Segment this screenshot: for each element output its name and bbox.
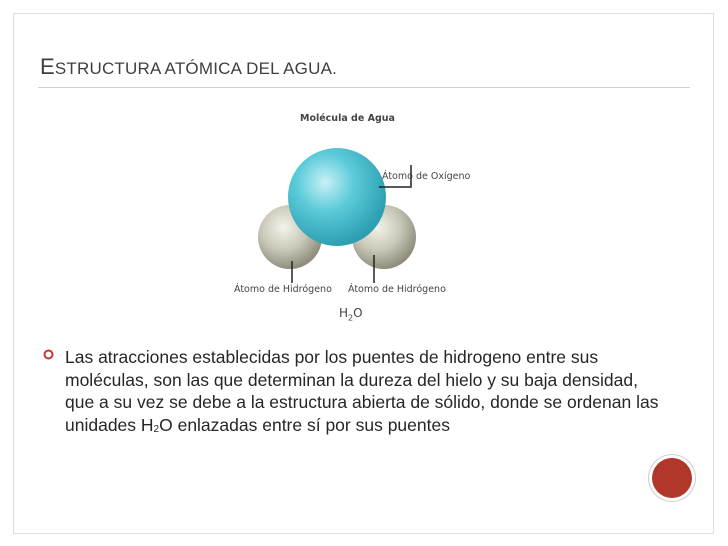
bullet-subscript: 2 (153, 423, 160, 435)
red-circle-icon (652, 458, 692, 498)
bullet-text-end: O enlazadas entre sí por sus puentes (159, 414, 450, 435)
chemical-formula (339, 306, 363, 322)
formula-o: O (353, 306, 363, 320)
slide-title (40, 54, 337, 80)
bullet-text (65, 346, 660, 441)
hydrogen-right-label: Átomo de Hidrógeno (348, 284, 446, 295)
title-divider (38, 87, 690, 88)
oxygen-atom (288, 148, 386, 246)
oxygen-label: Átomo de Oxígeno (382, 171, 471, 182)
formula-h: H (339, 306, 349, 320)
title-rest: STRUCTURA ATÓMICA DEL AGUA. (54, 59, 338, 78)
figure-caption: Molécula de Agua (300, 113, 395, 124)
title-initial: E (40, 54, 55, 79)
formula-subscript: 2 (348, 313, 354, 323)
hydrogen-left-label: Átomo de Hidrógeno (234, 284, 332, 295)
bullet-text-main: Las atracciones establecidas por los puentes de hidrogeno entre sus moléculas, son las que determinan la dureza del hielo y su baja densidad, que a su vez se debe a la estructura abierta de sólido, donde se ordenan las unidades H (65, 347, 659, 435)
water-molecule-figure (226, 105, 486, 330)
water-molecule-diagram (226, 105, 486, 330)
circle-bullet-icon (43, 349, 54, 360)
